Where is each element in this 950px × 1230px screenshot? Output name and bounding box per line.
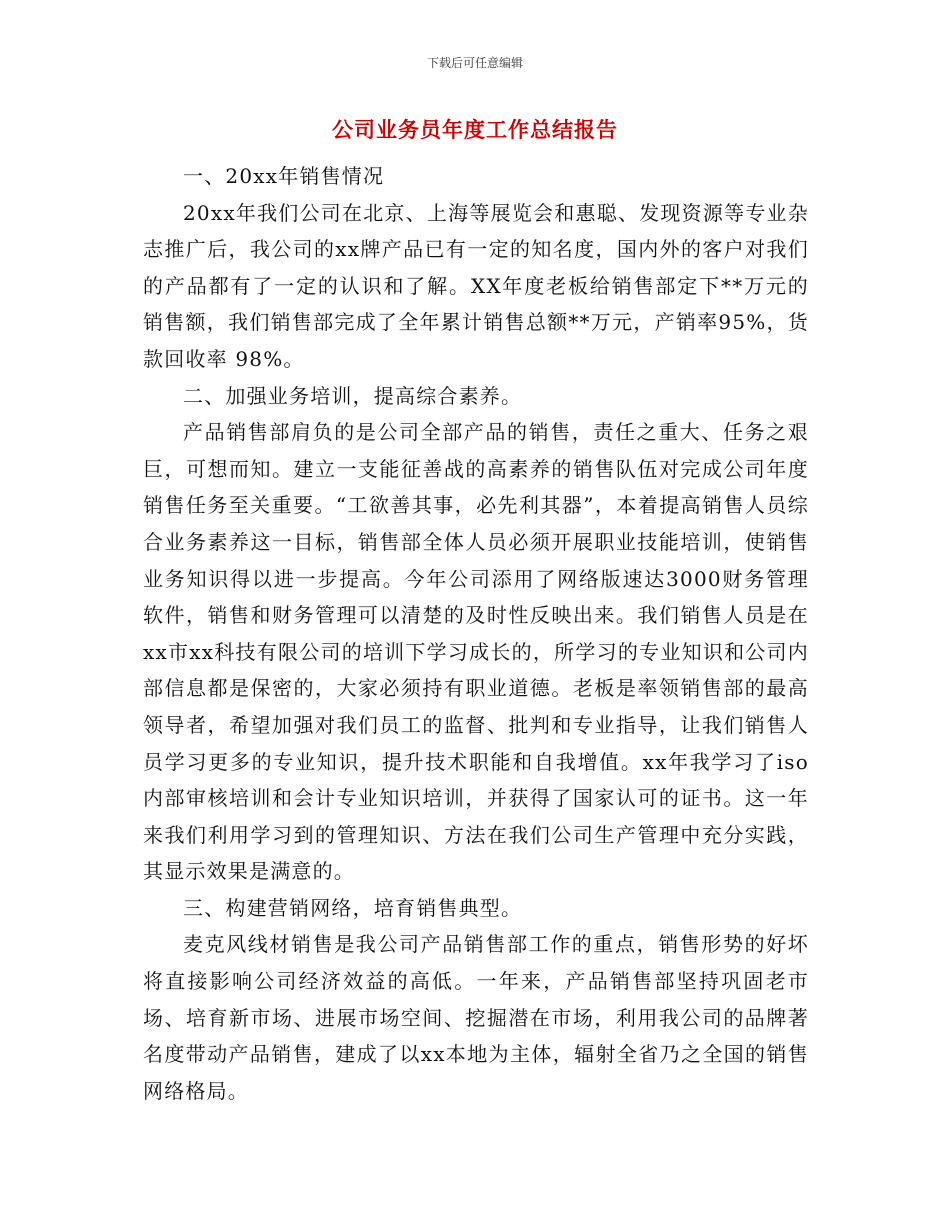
document-title: 公司业务员年度工作总结报告 bbox=[332, 118, 618, 142]
paragraph-training: 产品销售部肩负的是公司全部产品的销售，责任之重大、任务之艰巨，可想而知。建立一支能征善战的高素养的销售队伍对完成公司年度销售任务至关重要。“工欲善其事，必先利其器”，本着提高销售人员综合业务素养这一目标，销售部全体人员必须开展职业技能培训，使销售业务知识得以进一步提高。今年公司添用了网络版速达3000财务管理软件，销售和财务管理可以清楚的及时性反映出来。我们销售人员是在xx市xx科技有限公司的培训下学习成长的，所学习的专业知识和公司内部信息都是保密的，大家必须持有职业道德。老板是率领销售部的最高领导者，希望加强对我们员工的监督、批判和专业指导，让我们销售人员学习更多的专业知识，提升技术职能和自我增值。xx年我学习了iso内部审核培训和会计专业知识培训，并获得了国家认可的证书。这一年来我们利用学习到的管理知识、方法在我们公司生产管理中充分实践，其显示效果是满意的。 bbox=[143, 420, 809, 884]
paragraph-sales: 20xx年我们公司在北京、上海等展览会和惠聪、发现资源等专业杂志推广后，我公司的xx牌产品已有一定的知名度，国内外的客户对我们的产品都有了一定的认识和了解。XX年度老板给销售部定下**万元的销售额，我们销售部完成了全年累计销售总额**万元，产销率95%，货款回收率 98%。 bbox=[143, 200, 809, 371]
document-body bbox=[143, 158, 809, 1109]
section-heading-sales: 一、20xx年销售情况 bbox=[183, 164, 385, 188]
header-note: 下载后可任意编辑 bbox=[426, 56, 523, 70]
section-heading-training: 二、加强业务培训，提高综合素养。 bbox=[183, 383, 523, 408]
paragraph-network: 麦克风线材销售是我公司产品销售部工作的重点，销售形势的好坏将直接影响公司经济效益的高低。一年来，产品销售部坚持巩固老市场、培育新市场、进展市场空间、挖掘潜在市场，利用我公司的品牌著名度带动产品销售，建成了以xx本地为主体，辐射全省乃之全国的销售网络格局。 bbox=[143, 932, 809, 1103]
section-heading-network: 三、构建营销网络，培育销售典型。 bbox=[183, 895, 523, 920]
